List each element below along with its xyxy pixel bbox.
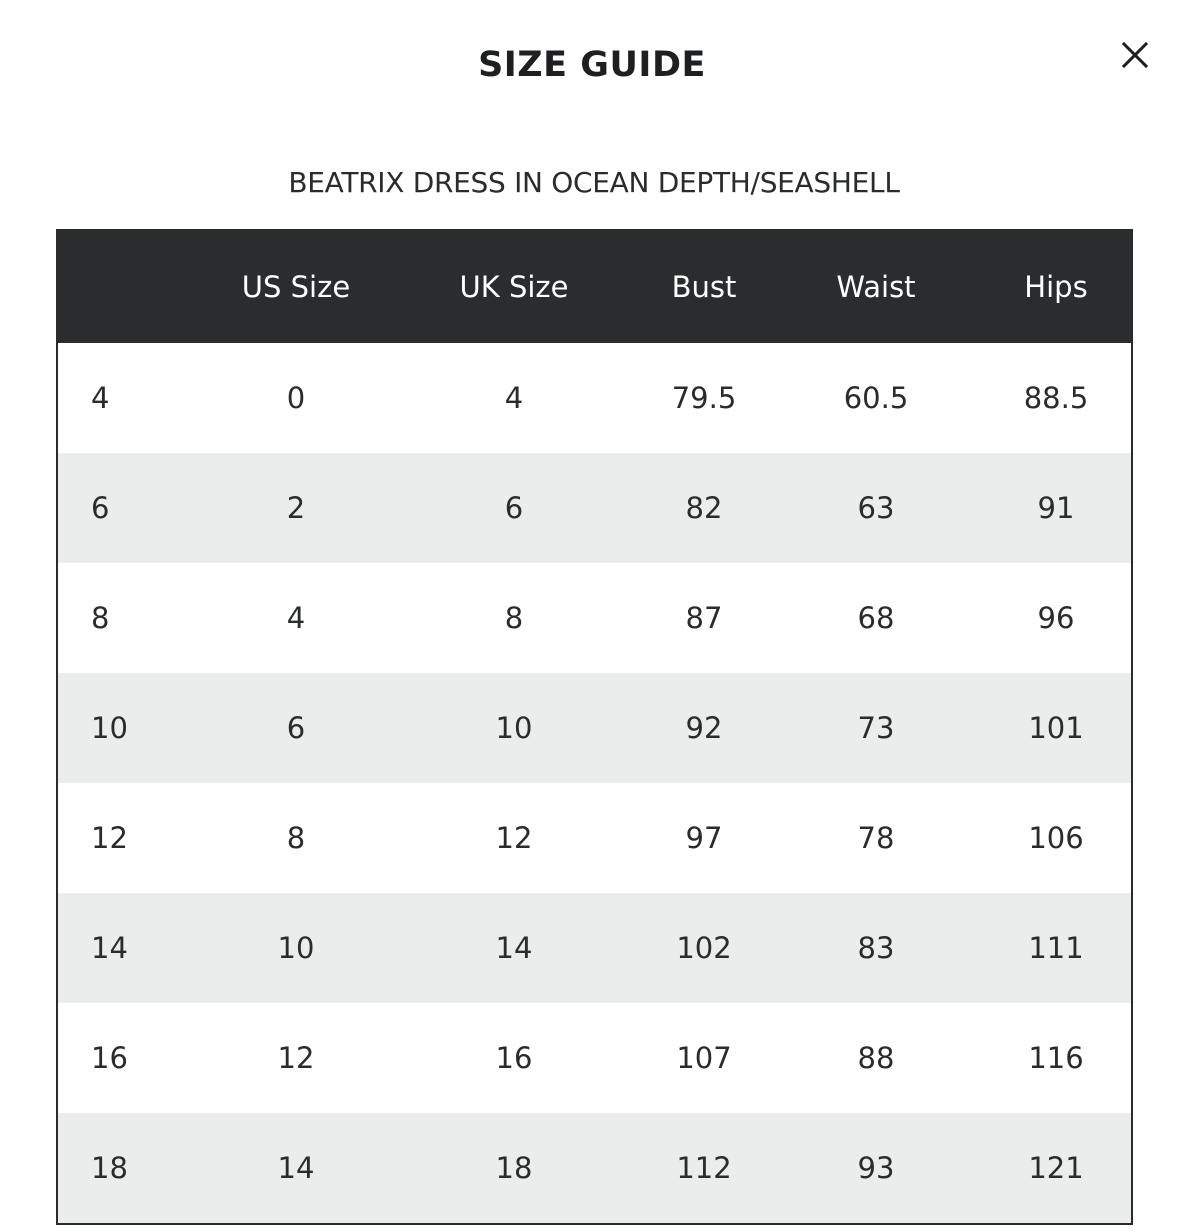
table-cell: 91 xyxy=(1037,491,1075,525)
table-cell: 102 xyxy=(676,931,732,965)
column-header-bust: Bust xyxy=(671,270,737,304)
table-cell: 18 xyxy=(91,1151,128,1185)
product-name: BEATRIX DRESS IN OCEAN DEPTH/SEASHELL xyxy=(288,166,900,199)
table-cell: 4 xyxy=(91,381,110,415)
table-cell: 87 xyxy=(685,601,723,635)
table-cell: 83 xyxy=(857,931,895,965)
table-row xyxy=(58,563,1131,673)
table-cell: 14 xyxy=(495,931,533,965)
table-cell: 121 xyxy=(1028,1151,1084,1185)
table-row xyxy=(58,673,1131,783)
table-row xyxy=(58,783,1131,893)
table-cell: 6 xyxy=(504,491,524,525)
table-cell: 79.5 xyxy=(671,381,737,415)
close-button[interactable] xyxy=(1116,36,1154,74)
close-icon xyxy=(1116,36,1154,74)
table-cell: 6 xyxy=(91,491,110,525)
table-cell: 12 xyxy=(91,821,128,855)
column-header-waist: Waist xyxy=(836,270,916,304)
table-row xyxy=(58,893,1131,1003)
table-cell: 88 xyxy=(857,1041,895,1075)
column-header xyxy=(58,231,201,343)
table-cell: 63 xyxy=(857,491,895,525)
table-cell: 96 xyxy=(1037,601,1075,635)
column-header-hips: Hips xyxy=(1024,270,1088,304)
table-cell: 60.5 xyxy=(843,381,909,415)
table-cell: 8 xyxy=(504,601,524,635)
table-cell: 10 xyxy=(91,711,128,745)
table-cell: 107 xyxy=(676,1041,732,1075)
table-cell: 18 xyxy=(495,1151,533,1185)
table-cell: 4 xyxy=(504,381,524,415)
size-guide-title: SIZE GUIDE xyxy=(478,45,706,85)
table-cell: 101 xyxy=(1028,711,1084,745)
table-cell: 111 xyxy=(1028,931,1084,965)
table-cell: 78 xyxy=(857,821,895,855)
table-cell: 14 xyxy=(91,931,128,965)
table-cell: 92 xyxy=(685,711,723,745)
table-cell: 6 xyxy=(286,711,306,745)
table-cell: 16 xyxy=(495,1041,533,1075)
table-cell: 93 xyxy=(857,1151,895,1185)
table-cell: 4 xyxy=(286,601,306,635)
table-header-row xyxy=(58,231,1131,343)
table-cell: 8 xyxy=(286,821,306,855)
table-cell: 116 xyxy=(1028,1041,1084,1075)
table-cell: 88.5 xyxy=(1023,381,1089,415)
table-cell: 12 xyxy=(495,821,533,855)
table-cell: 8 xyxy=(91,601,110,635)
table-row xyxy=(58,453,1131,563)
size-table xyxy=(58,231,1131,1223)
column-header-us-size: US Size xyxy=(241,270,351,304)
table-cell: 112 xyxy=(676,1151,732,1185)
table-cell: 12 xyxy=(277,1041,315,1075)
table-cell: 14 xyxy=(277,1151,315,1185)
table-row xyxy=(58,343,1131,453)
table-cell: 2 xyxy=(286,491,306,525)
table-cell: 82 xyxy=(685,491,723,525)
table-cell: 10 xyxy=(495,711,533,745)
table-cell: 68 xyxy=(857,601,895,635)
table-cell: 0 xyxy=(286,381,306,415)
table-row xyxy=(58,1003,1131,1113)
table-cell: 16 xyxy=(91,1041,128,1075)
table-cell: 97 xyxy=(685,821,723,855)
column-header-uk-size: UK Size xyxy=(459,270,569,304)
size-table-container xyxy=(56,229,1133,1225)
table-cell: 10 xyxy=(277,931,315,965)
table-cell: 106 xyxy=(1028,821,1084,855)
table-row xyxy=(58,1113,1131,1223)
table-cell: 73 xyxy=(857,711,895,745)
